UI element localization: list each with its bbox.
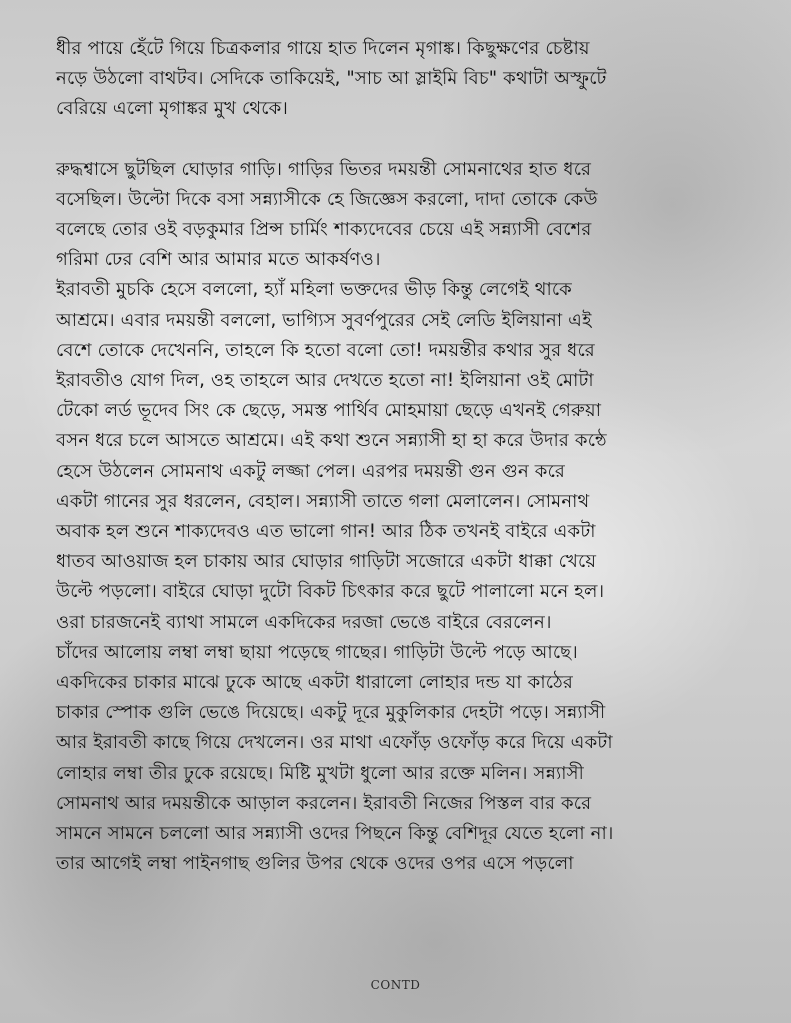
paragraph-gap [56, 125, 736, 155]
paragraph-2: রুদ্ধশ্বাসে ছুটছিল ঘোড়ার গাড়ি। গাড়ির ভিতর দময়ন্তী সোমনাথের হাত ধরে বসেছিল। উল্টো দিকে বসা সন্ন্যাসীকে হে জিজ্ঞেস করলো, দাদা তোকে কেউ বলেছে তোর ওই বড়কুমার প্রিন্স চার্মিং শাক্যদেবের চেয়ে এই সন্ন্যাসী বেশের গরিমা ঢের বেশি আর আমার মতে আকর্ষণও। [56, 158, 598, 271]
continued-label: CONTD [370, 978, 421, 992]
paragraph-3: ইরাবতী মুচকি হেসে বললো, হ্যাঁ মহিলা ভক্তদের ভীড় কিন্তু লেগেই থাকে আশ্রমে। এবার দময়ন্তী বললো, ভাগ্যিস সুবর্ণপুরের সেই লেডি ইলিয়ানা এই বেশে তোকে দেখেননি, তাহলে কি হতো বলো তো! দময়ন্তীর কথার সুর ধরে ইরাবতীও যোগ দিল, ওহ তাহলে আর দেখতে হতো না! ইলিয়ানা ওই মোটা টেকো লর্ড ভূদেব সিং কে ছেড়ে, সমস্ত পার্থিব মোহমায়া ছেড়ে এখনই গেরুয়া বসন ধরে চলে আসতে আশ্রমে। এই কথা শুনে সন্ন্যাসী হা হা করে উদার কন্ঠে হেসে উঠলেন সোমনাথ একটু লজ্জা পেল। এরপর দময়ন্তী গুন গুন করে একটা গানের সুর ধরলেন, বেহাল। সন্ন্যাসী তাতে গলা মেলালেন। সোমনাথ অবাক হল শুনে শাক্যদেবও এত ভালো গান! আর ঠিক তখনই বাইরে একটা ধাতব আওয়াজ হল চাকায় আর ঘোড়ার গাড়িটা সজোরে একটা ধাক্কা খেয়ে উল্টে পড়লো। বাইরে ঘোড়া দুটো বিকট চিৎকার করে ছুটে পালালো মনে হল। ওরা চারজনেই ব্যাথা সামলে একদিকের দরজা ভেঙে বাইরে বেরলেন। চাঁদের আলোয় লম্বা লম্বা ছায়া পড়েছে গাছের। গাড়িটা উল্টে পড়ে আছে। একদিকের চাকার মাঝে ঢুকে আছে একটা ধারালো লোহার দন্ড যা কাঠের চাকার স্পোক গুলি ভেঙে দিয়েছে। একটু দূরে মুকুলিকার দেহটা পড়ে। সন্ন্যাসী আর ইরাবতী কাছে গিয়ে দেখলেন। ওর মাথা এফোঁড় ওফোঁড় করে দিয়ে একটা লোহার লম্বা তীর ঢুকে রয়েছে। মিষ্টি মুখটা ধুলো আর রক্তে মলিন। সন্ন্যাসী সোমনাথ আর দময়ন্তীকে আড়াল করলেন। ইরাবতী নিজের পিস্তল বার করে সামনে সামনে চললো আর সন্ন্যাসী ওদের পিছনে কিন্তু বেশিদূর যেতে হলো না। তার আগেই লম্বা পাইনগাছ গুলির উপর থেকে ওদের ওপর এসে পড়লো [56, 279, 614, 875]
story-text [56, 34, 736, 879]
paragraph-1: ধীর পায়ে হেঁটে গিয়ে চিত্রকলার গায়ে হাত দিলেন মৃগাঙ্ক। কিছুক্ষণের চেষ্টায় নড়ে উঠলো বাথটব। সেদিকে তাকিয়েই, "সাচ আ স্লাইমি বিচ" কথাটা অস্ফুটে বেরিয়ে এলো মৃগাঙ্কর মুখ থেকে। [56, 38, 607, 120]
